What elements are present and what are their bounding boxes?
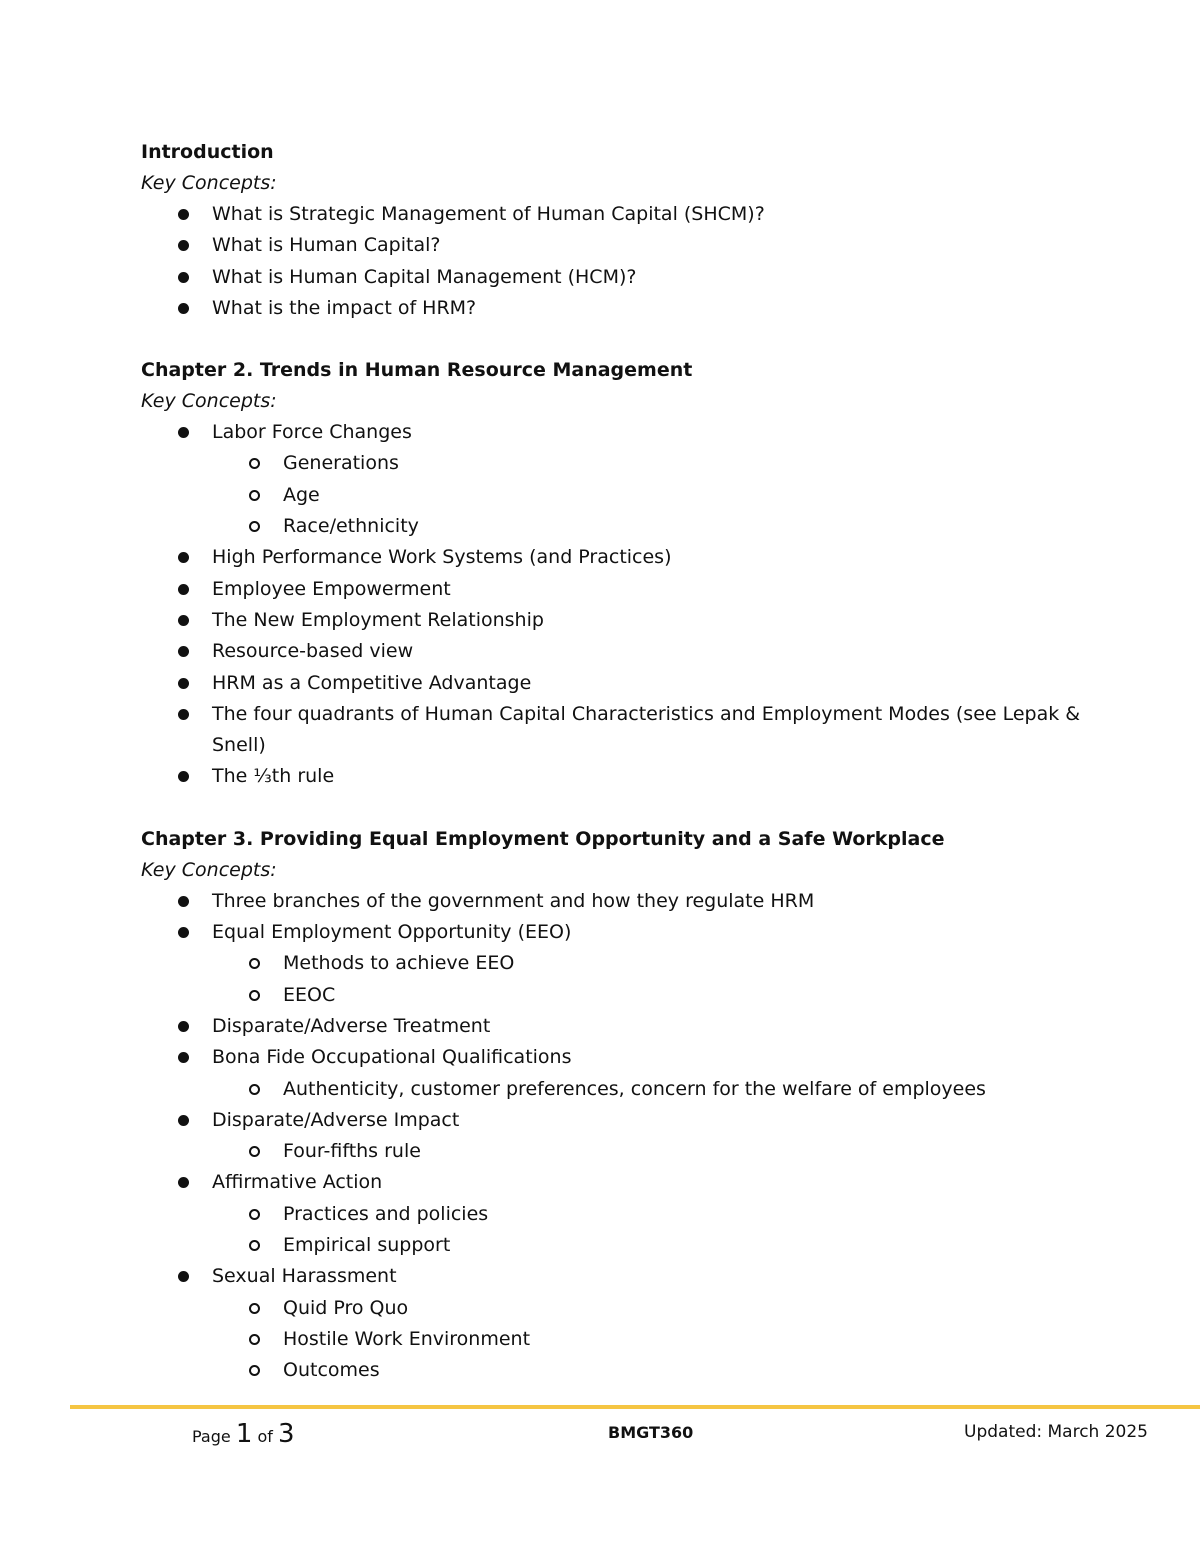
concept-text: Labor Force Changes [212, 421, 412, 444]
sub-concept-item [212, 511, 1101, 542]
bullet-icon [178, 1271, 189, 1282]
concept-item [141, 886, 1101, 917]
concept-item [141, 699, 1101, 762]
sub-concept-list [212, 1199, 1101, 1262]
sub-concept-text: Methods to achieve EEO [283, 952, 515, 975]
sub-concept-list [212, 1136, 1101, 1167]
sub-concept-item [212, 1293, 1101, 1324]
section-heading: Chapter 3. Providing Equal Employment Opportunity and a Safe Workplace [141, 827, 945, 850]
key-concepts-label: Key Concepts: [141, 390, 277, 413]
updated-date: Updated: March 2025 [964, 1422, 1148, 1442]
concept-item [141, 1011, 1101, 1042]
concept-item [141, 293, 1101, 324]
concept-text: High Performance Work Systems (and Practices) [212, 546, 672, 569]
bullet-icon [178, 427, 189, 438]
bullet-icon [178, 1177, 189, 1188]
hollow-bullet-icon [249, 1240, 260, 1251]
key-concepts-label: Key Concepts: [141, 858, 277, 881]
bullet-icon [178, 646, 189, 657]
hollow-bullet-icon [249, 1334, 260, 1345]
section-heading: Chapter 2. Trends in Human Resource Management [141, 359, 693, 382]
section [141, 137, 1101, 324]
concept-text: The ⅓th rule [212, 765, 335, 788]
concept-text: Disparate/Adverse Impact [212, 1108, 460, 1131]
sub-concept-item [212, 980, 1101, 1011]
bullet-icon [178, 240, 189, 251]
concept-item [141, 761, 1101, 792]
concept-item [141, 199, 1101, 230]
concept-item [141, 1261, 1101, 1386]
concept-text: Affirmative Action [212, 1171, 383, 1194]
bullet-icon [178, 552, 189, 563]
sub-concept-text: EEOC [283, 983, 336, 1006]
hollow-bullet-icon [249, 490, 260, 501]
bullet-icon [178, 896, 189, 907]
page-label: Page [192, 1427, 231, 1446]
bullet-icon [178, 771, 189, 782]
page-of-label: of [257, 1427, 273, 1446]
section [141, 355, 1101, 793]
sub-concept-text: Age [283, 483, 320, 506]
concept-item [141, 1105, 1101, 1168]
concept-item [141, 605, 1101, 636]
concept-text: Three branches of the government and how they regulate HRM [212, 889, 815, 912]
concept-text: What is Strategic Management of Human Capital (SHCM)? [212, 203, 765, 225]
concept-text: Equal Employment Opportunity (EEO) [212, 921, 572, 944]
bullet-icon [178, 272, 189, 283]
concept-text: Disparate/Adverse Treatment [212, 1014, 491, 1037]
sub-concept-text: Outcomes [283, 1359, 380, 1382]
concept-list [141, 886, 1101, 1387]
concept-text: Sexual Harassment [212, 1265, 397, 1288]
hollow-bullet-icon [249, 958, 260, 969]
sub-concept-text: Four-fifths rule [283, 1140, 421, 1163]
section [141, 824, 1101, 1387]
concept-item [141, 262, 1101, 293]
hollow-bullet-icon [249, 990, 260, 1001]
sub-concept-text: Practices and policies [283, 1202, 489, 1225]
bullet-icon [178, 927, 189, 938]
sub-concept-item [212, 1074, 1101, 1105]
concept-list [141, 199, 1101, 324]
sub-concept-text: Generations [283, 452, 399, 475]
bullet-icon [178, 584, 189, 595]
bullet-icon [178, 615, 189, 626]
concept-item [141, 917, 1101, 1011]
concept-item [141, 574, 1101, 605]
sub-concept-item [212, 1136, 1101, 1167]
bullet-icon [178, 303, 189, 314]
sub-concept-text: Empirical support [283, 1234, 451, 1257]
concept-item [141, 1167, 1101, 1261]
bullet-icon [178, 709, 189, 720]
section-heading: Introduction [141, 141, 274, 163]
concept-item [141, 636, 1101, 667]
bullet-icon [178, 1115, 189, 1126]
key-concepts-label: Key Concepts: [141, 172, 277, 194]
sub-concept-text: Hostile Work Environment [283, 1327, 531, 1350]
bullet-icon [178, 1052, 189, 1063]
concept-text: Employee Empowerment [212, 577, 451, 600]
sub-concept-item [212, 948, 1101, 979]
page-total: 3 [277, 1419, 295, 1449]
page-current: 1 [235, 1419, 253, 1449]
sub-concept-list [212, 948, 1101, 1011]
hollow-bullet-icon [249, 1303, 260, 1314]
sub-concept-list [212, 448, 1101, 542]
concept-text: Bona Fide Occupational Qualifications [212, 1046, 572, 1069]
concept-list [141, 417, 1101, 793]
sub-concept-item [212, 1355, 1101, 1386]
sub-concept-list [212, 1293, 1101, 1387]
sub-concept-text: Authenticity, customer preferences, concern for the welfare of employees [283, 1077, 986, 1100]
course-code: BMGT360 [608, 1423, 694, 1442]
concept-text: What is Human Capital Management (HCM)? [212, 265, 637, 288]
bullet-icon [178, 678, 189, 689]
sub-concept-text: Quid Pro Quo [283, 1296, 409, 1319]
concept-text: The four quadrants of Human Capital Characteristics and Employment Modes (see Lepak & Snell) [212, 702, 1081, 757]
concept-item [141, 668, 1101, 699]
concept-item [141, 230, 1101, 261]
sub-concept-list [212, 1074, 1101, 1105]
page-indicator [192, 1419, 295, 1449]
concept-text: The New Employment Relationship [212, 608, 544, 631]
concept-text: HRM as a Competitive Advantage [212, 671, 532, 694]
footer-divider [70, 1405, 1200, 1409]
hollow-bullet-icon [249, 1365, 260, 1376]
concept-item [141, 542, 1101, 573]
bullet-icon [178, 1021, 189, 1032]
sub-concept-text: Race/ethnicity [283, 515, 419, 538]
sub-concept-item [212, 1230, 1101, 1261]
concept-item [141, 417, 1101, 542]
bullet-icon [178, 209, 189, 220]
hollow-bullet-icon [249, 1084, 260, 1095]
document-body [141, 137, 1101, 1418]
hollow-bullet-icon [249, 521, 260, 532]
sub-concept-item [212, 1199, 1101, 1230]
concept-text: Resource-based view [212, 640, 414, 663]
sub-concept-item [212, 448, 1101, 479]
sub-concept-item [212, 480, 1101, 511]
hollow-bullet-icon [249, 1209, 260, 1220]
hollow-bullet-icon [249, 1146, 260, 1157]
concept-text: What is the impact of HRM? [212, 296, 477, 319]
sub-concept-item [212, 1324, 1101, 1355]
concept-text: What is Human Capital? [212, 234, 441, 257]
hollow-bullet-icon [249, 458, 260, 469]
page-footer [0, 1415, 1200, 1455]
concept-item [141, 1042, 1101, 1105]
